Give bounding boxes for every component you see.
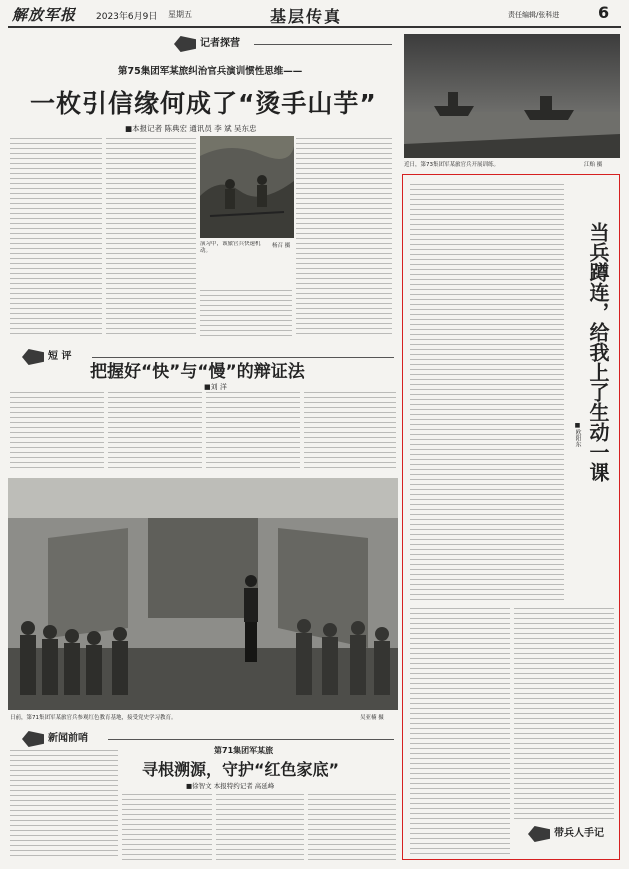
issue-date: 2023年6月9日 xyxy=(96,12,158,22)
story3-body-col2 xyxy=(122,794,212,860)
museum-photo-credit: 吴亚楠 摄 xyxy=(360,715,384,721)
feature-body-col1-top xyxy=(410,184,564,604)
issue-weekday: 星期五 xyxy=(168,10,192,19)
column-label: 新闻前哨 xyxy=(48,733,88,744)
story1-photo-caption: 演习中，该旅官兵快速机动。 xyxy=(200,241,261,254)
story1-photo-credit: 杨召 摄 xyxy=(272,243,291,249)
story2-body-col1 xyxy=(10,392,104,468)
story3-kicker: 第71集团军某旅 xyxy=(214,746,274,755)
story1-body-col4 xyxy=(296,138,392,334)
column-mark-icon xyxy=(22,731,44,747)
column-tag-story1 xyxy=(174,36,392,52)
story2-body-col3 xyxy=(206,392,300,468)
feature-headline: 当兵蹲连，给我上了生动一课 xyxy=(586,222,610,482)
story2-headline: 把握好“快”与“慢”的辩证法 xyxy=(90,362,305,382)
page-number: 6 xyxy=(598,3,610,22)
story1-photo xyxy=(200,136,294,238)
column-tag-feature xyxy=(528,826,614,842)
story2-body-col4 xyxy=(304,392,396,468)
feature-byline: ■欧阳东 xyxy=(574,422,581,447)
story2-body-col2 xyxy=(108,392,202,468)
column-tag-story3 xyxy=(22,731,394,747)
story1-body-col2 xyxy=(106,138,196,334)
column-mark-icon xyxy=(174,36,196,52)
right-photo-credit: 江贻 摄 xyxy=(584,162,603,168)
column-label: 短 评 xyxy=(48,351,72,362)
section-title: 基层传真 xyxy=(270,7,343,26)
story3-headline: 寻根溯源，守护“红色家底” xyxy=(142,760,340,779)
story3-body-col4 xyxy=(308,794,396,860)
column-mark-icon xyxy=(528,826,550,842)
column-mark-icon xyxy=(22,349,44,365)
story1-headline: 一枚引信缘何成了“烫手山芋” xyxy=(30,89,377,118)
story3-byline: ■徐智文 本报特约记者 高延峰 xyxy=(186,782,275,790)
story1-byline: ■本报记者 陈典宏 通讯员 李 斌 吴东忠 xyxy=(125,124,257,133)
story1-kicker: 第75集团军某旅纠治官兵演训惯性思维—— xyxy=(118,66,303,77)
story1-body-col5 xyxy=(200,290,292,336)
museum-photo-caption: 日前，第71集团军某旅官兵参观红色教育基地，接受党史学习教育。 xyxy=(10,715,177,721)
story3-body-col1 xyxy=(10,750,118,860)
feature-body-col1-bottom xyxy=(410,608,510,856)
newspaper-logo: 解放军报 xyxy=(12,6,77,24)
right-top-photo xyxy=(404,34,620,158)
masthead-rule xyxy=(8,26,621,28)
feature-body-col2 xyxy=(514,608,614,820)
story3-body-col3 xyxy=(216,794,304,860)
museum-photo xyxy=(8,478,398,710)
column-label: 带兵人手记 xyxy=(554,828,604,839)
story1-body-col1 xyxy=(10,138,102,334)
column-label: 记者探营 xyxy=(200,38,240,49)
page-editor: 责任编辑/张科进 xyxy=(508,11,560,19)
right-photo-caption: 近日，第73集团军某旅官兵开展训练。 xyxy=(404,162,499,168)
story2-byline: ■刘 洋 xyxy=(204,383,227,391)
